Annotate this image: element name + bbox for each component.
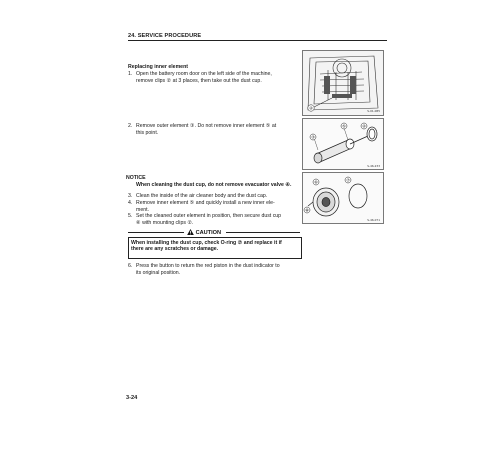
- figure-dust-cup: [302, 172, 384, 224]
- page-header: 24. SERVICE PROCEDURE: [128, 33, 202, 39]
- fig2-callout-3: ④: [362, 123, 366, 129]
- step-1-number: 1.: [128, 71, 133, 77]
- fig3-callout-3: ⑧: [305, 207, 309, 213]
- step-4-line-1: Remove inner element ⑤ and quickly install a new inner ele-: [136, 200, 275, 206]
- step-5-line-1: Set the cleaned outer element in position, then secure dust cup: [136, 213, 282, 219]
- fig3-callout-1: ⑥: [314, 179, 318, 185]
- caution-line-1: When installing the dust cup, check O-ring ⑦ and replace it if: [131, 240, 282, 246]
- step-2-number: 2.: [128, 123, 133, 129]
- fig3-code: S-46-071: [367, 218, 380, 222]
- step-6-line-1: Press the button to return the red piston in the dust indicator to: [136, 263, 280, 269]
- step-5-line-2: ⑥ with mounting clips ②.: [136, 219, 194, 226]
- page-number: 3-24: [126, 395, 138, 401]
- figure-battery-room: [302, 50, 384, 116]
- fig3-callout-2: ⑦: [346, 177, 350, 183]
- caution-text: [131, 240, 297, 253]
- caution-label: CAUTION: [195, 230, 222, 236]
- step-6-number: 6.: [128, 263, 133, 269]
- fig2-code: S-46-233: [367, 164, 380, 168]
- step-2-line-2: this point.: [136, 129, 159, 136]
- notice-title: NOTICE: [126, 175, 146, 181]
- notice-text: When cleaning the dust cup, do not remove evacuator valve ④.: [136, 181, 292, 188]
- step-4-number: 4.: [128, 200, 133, 206]
- fig1-code: S-01-085: [367, 109, 380, 113]
- step-3-line-1: Clean the inside of the air cleaner body and the dust cap.: [136, 193, 268, 199]
- header-rule: [128, 40, 387, 41]
- step-2-line-1: Remove outer element ③. Do not remove inner element ⑤ at: [136, 123, 277, 129]
- section-heading: Replacing inner element: [128, 64, 188, 70]
- fig2-callout-2: ⑤: [342, 123, 346, 129]
- fig2-callout-1: ③: [311, 134, 315, 140]
- step-1-line-2: remove clips ② at 3 places, then take out the dust cup.: [136, 77, 262, 84]
- step-5-number: 5.: [128, 213, 133, 219]
- step-3-number: 3.: [128, 193, 133, 199]
- step-1-line-1: Open the battery room door on the left side of the machine,: [136, 71, 272, 77]
- caution-line-2: there are any scratches or damage.: [131, 246, 219, 253]
- fig1-callout: ②: [309, 105, 313, 111]
- caution-rule-right: [226, 232, 300, 233]
- step-4-line-2: ment.: [136, 206, 149, 213]
- warning-icon: [187, 229, 194, 235]
- figure-outer-element: [302, 118, 384, 170]
- caution-rule-left: [128, 232, 184, 233]
- step-6-line-2: its original position.: [136, 269, 181, 276]
- caution-title: [185, 229, 223, 236]
